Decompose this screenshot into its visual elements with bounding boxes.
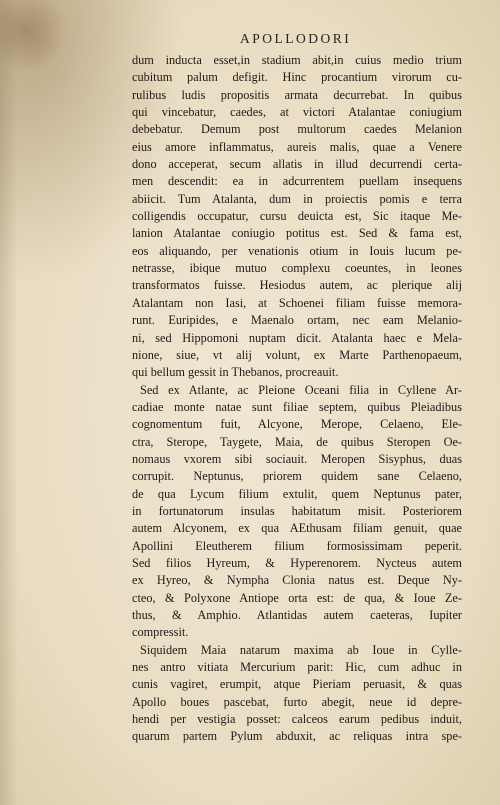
text-line: dum inducta esset,in stadium abit,in cuius medio trium (132, 53, 462, 67)
text-line: autem Alcyonem, ex qua AEthusam filiam genuit, quae (132, 521, 462, 536)
text-line: men descendit: ea in adcurrentem puellam insequens (132, 174, 462, 189)
text-line: Apollini Eleutherem filium formosissimam peperit. (132, 538, 462, 553)
running-head: APOLLODORI (240, 31, 352, 46)
text-line: abiicit. Tum Atalanta, dum in proiectis pomis e terra (132, 191, 462, 206)
text-line: lanion Atalantae coniugio potitus est. Sed & fama est, (132, 226, 462, 241)
text-line: nes antro vitiata Mercurium parit: Hic, cum adhuc in (132, 660, 462, 675)
text-line: eos aliquando, per venationis otium in Iouis lucum pe- (132, 243, 462, 258)
text-line: Atalantam non Iasi, at Schoenei filiam fuisse memora- (132, 295, 462, 310)
text-line: compressit. (132, 625, 189, 640)
text-line: ex Hyreo, & Nympha Clonia natus est. Deque Ny- (132, 573, 462, 588)
body-text (132, 52, 462, 746)
text-line: cunis vagiret, erumpit, atque Pieriam peruasit, & quas (132, 677, 462, 692)
text-line: dono acceperat, secum allatis in illud decurrendi certa- (132, 157, 462, 172)
text-line: Siquidem Maia natarum maxima ab Ioue in Cylle- (140, 642, 462, 657)
text-line: cadiae monte natae sunt filiae septem, quibus Pleiadibus (132, 399, 462, 414)
text-line: transformatos fuisse. Hesiodus autem, ac plerique alij (132, 278, 462, 293)
text-line: ctra, Sterope, Taygete, Maia, de quibus Steropen Oe- (132, 434, 462, 449)
text-line: Apollo boues pascebat, furto abegit, neue id depre- (132, 694, 462, 709)
text-line: nomaus vxorem sibi sociauit. Meropen Sisyphus, duas (132, 451, 462, 466)
text-line: qui vincebatur, caedes, at victori Atalantae coniugium (132, 105, 462, 120)
text-line: eius amore inflammatus, aureis malis, quae a Venere (132, 139, 462, 154)
text-line: cteo, & Polyxone Antiope orta est: de qua, & Ioue Ze- (132, 590, 462, 605)
text-line: runt. Euripides, e Maenalo ortam, nec eam Melanio- (132, 313, 462, 328)
text-line: thus, & Amphio. Atlantidas autem caeteras, Iupiter (132, 608, 462, 622)
text-line: quarum partem Pylum abduxit, ac reliquas intra spe- (132, 729, 462, 744)
text-line: nione, siue, vt alij volunt, ex Marte Parthenopaeum, (132, 347, 462, 362)
text-line: qui bellum gessit in Thebanos, procreauit. (132, 365, 339, 380)
text-line: colligendis occupatur, cursu deuicta est, Sic itaque Me- (132, 209, 462, 224)
text-line: in fortunatorum insulas habitatum misit. Posteriorem (132, 503, 462, 518)
text-line: corrupit. Neptunus, priorem quidem sane Celaeno, (132, 469, 462, 484)
text-line: debebatur. Demum post multorum caedes Melanion (132, 122, 462, 137)
gutter-shadow (0, 0, 18, 805)
text-line: de qua Lycum filium extulit, quem Neptunus pater, (132, 486, 462, 501)
text-line: Sed ex Atlante, ac Pleione Oceani filia in Cyllene Ar- (140, 382, 462, 397)
text-line: Sed filios Hyreum, & Hyperenorem. Nycteus autem (132, 555, 462, 570)
text-line: rulibus ludis propositis armata decurrebat. In quibus (132, 87, 462, 102)
text-line: hendi per vestigia posset: calceos earum pedibus induit, (132, 712, 462, 727)
text-line: netrasse, ibique mutuo complexu coeuntes, in leones (132, 261, 462, 276)
text-line: cognomentum fuit, Alcyone, Merope, Celaeno, Ele- (132, 417, 462, 432)
text-line: cubitum palum defigit. Hinc procantium virorum cu- (132, 70, 462, 85)
text-line: ni, sed Hippomoni nuptam dicit. Atalanta haec e Mela- (132, 330, 462, 345)
